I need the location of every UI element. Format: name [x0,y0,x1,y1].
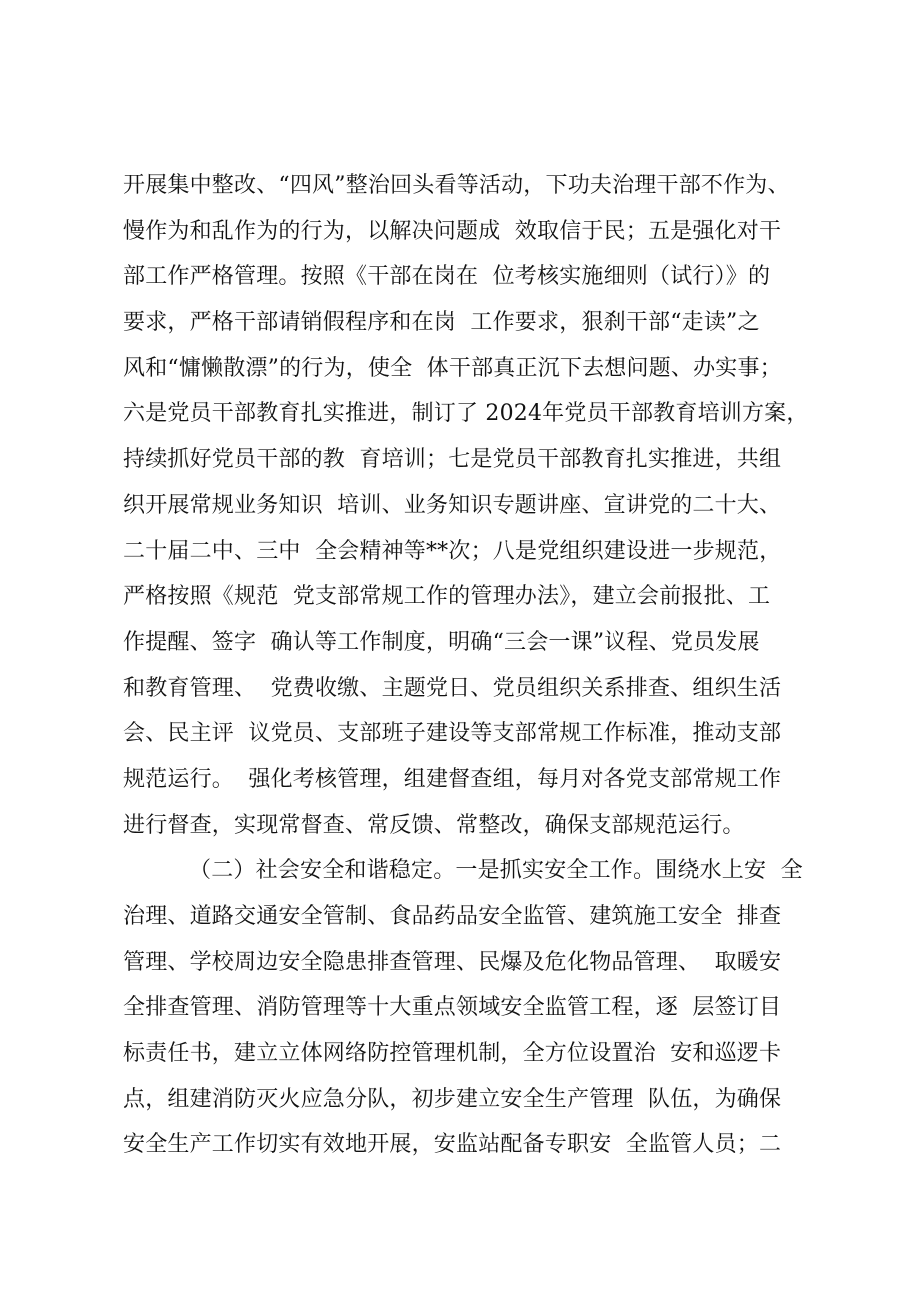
text-line: 安全生产工作切实有效地开展，安监站配备专职安 全监管人员；二 [123,1132,782,1158]
text-line: 会、民主评 议党员、支部班子建设等支部常规工作标准，推动支部 [123,721,782,747]
text-line: 风和“慵懒散漂”的行为，使全 体干部真正沉下去想问题、办实事； [123,355,782,381]
text-line: 全排查管理、消防管理等十大重点领域安全监管工程，逐 层签订目 [123,995,782,1021]
text-line: 和教育管理、 党费收缴、主题党日、党员组织关系排查、组织生活 [123,675,782,701]
text-line: 部工作严格管理。按照《干部在岗在 位考核实施细则（试行）》的 [123,264,771,290]
text-line: 严格按照《规范 党支部常规工作的管理办法》，建立会前报批、工 [123,584,771,610]
text-line: 点，组建消防灭火应急分队，初步建立安全生产管理 队伍，为确保 [123,1086,782,1112]
text-line: 开展集中整改、“四风”整治回头看等活动，下功夫治理干部不作为、 [123,173,790,198]
body-text [123,163,823,1168]
text-line: 六是党员干部教育扎实推进，制订了 2024年党员干部教育培训方案， [123,401,809,427]
text-line: 要求，严格干部请销假程序和在岗 工作要求，狠刹干部“走读”之 [123,310,760,336]
text-line: 标责任书，建立立体网络防控管理机制，全方位设置治 安和巡逻卡 [123,1041,782,1067]
text-line: 织开展常规业务知识 培训、业务知识专题讲座、宣讲党的二十大、 [123,492,782,518]
section-heading-line: （二）社会安全和谐稳定。一是抓实安全工作。围绕水上安 全 [189,858,803,884]
text-line: 持续抓好党员干部的教 育培训；七是党员干部教育扎实推进，共组 [123,447,782,473]
text-line: 治理、道路交通安全管制、食品药品安全监管、建筑施工安全 排查 [123,904,782,929]
text-line: 规范运行。 强化考核管理，组建督查组，每月对各党支部常规工作 [123,766,782,792]
text-line: 慢作为和乱作为的行为，以解决问题成 效取信于民；五是强化对干 [123,218,782,244]
text-line: 二十届二中、三中 全会精神等**次；八是党组织建设进一步规范， [123,538,782,564]
text-line: 进行督查，实现常督查、常反馈、常整改，确保支部规范运行。 [123,812,745,838]
text-line: 作提醒、签字 确认等工作制度，明确“三会一课”议程、党员发展 [123,629,760,655]
text-line: 管理、学校周边安全隐患排查管理、民爆及危化物品管理、 取暖安 [123,949,782,975]
